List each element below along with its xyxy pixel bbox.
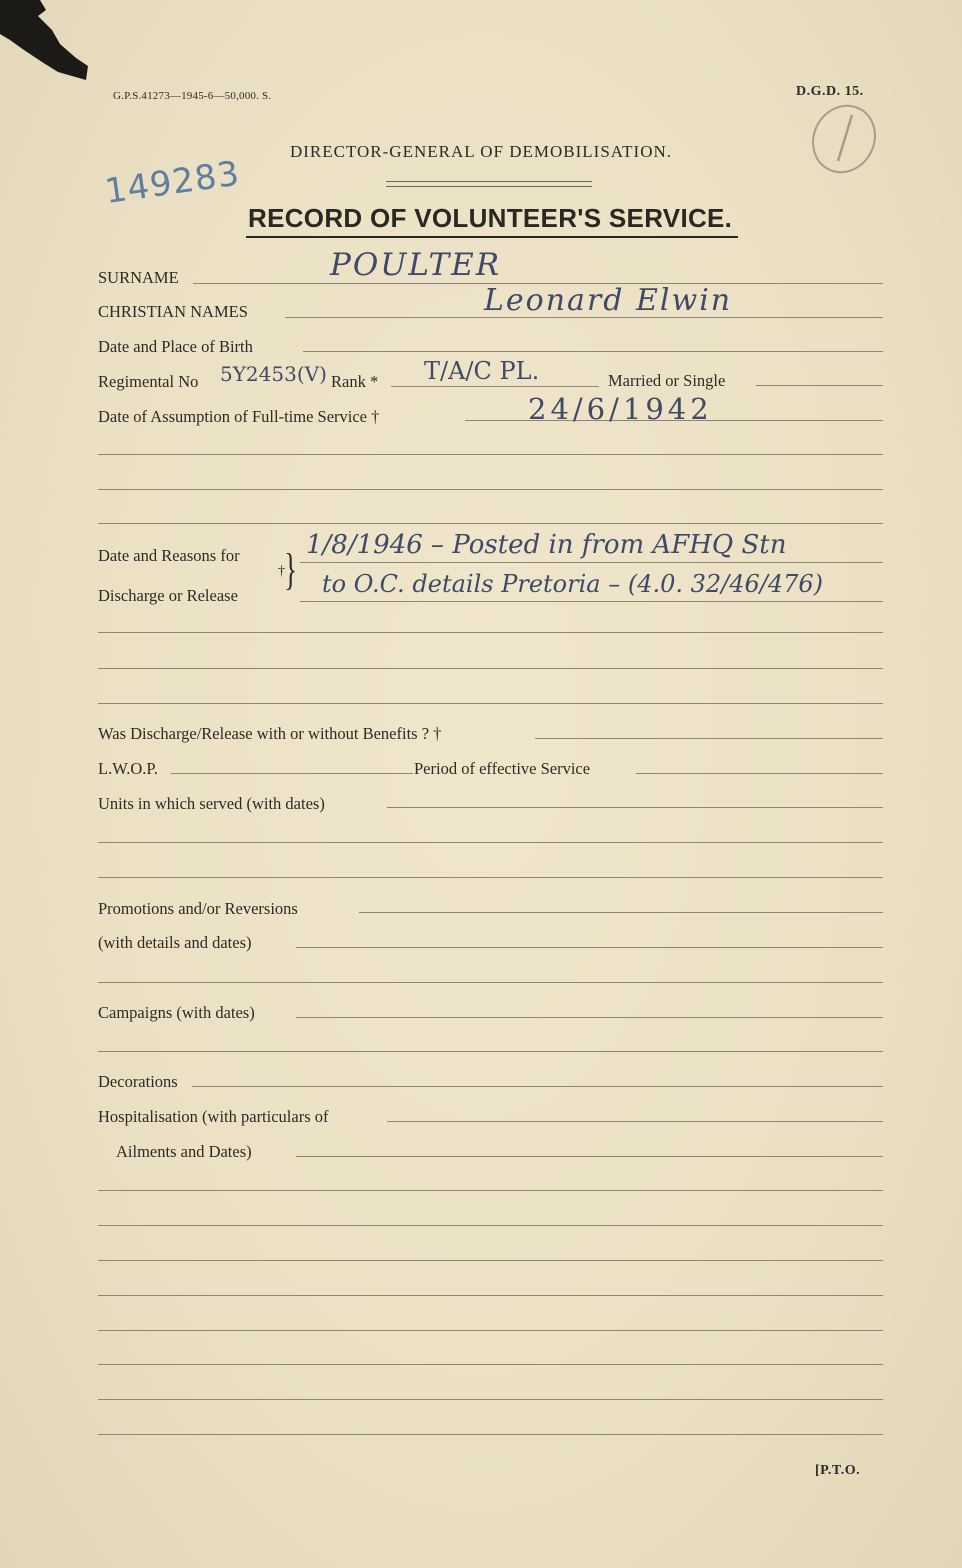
blank-line [98, 523, 883, 524]
surname-entry: POULTER [330, 247, 502, 283]
blank-line [98, 632, 883, 633]
hospitalisation-label: Hospitalisation (with particulars of [98, 1107, 329, 1126]
title-underline [246, 236, 738, 238]
effective-service-line [636, 773, 883, 774]
discharge-entry-2: to O.C. details Pretoria – (4.0. 32/46/476) [322, 570, 824, 598]
blank-line [98, 842, 883, 843]
blank-line [98, 454, 883, 455]
birth-line [303, 351, 883, 352]
blank-line [98, 1190, 883, 1191]
ailments-line [296, 1156, 883, 1157]
promotions-details-line [296, 947, 883, 948]
promotions-label: Promotions and/or Reversions [98, 899, 298, 918]
blank-line [98, 1330, 883, 1331]
circled-annotation-icon [808, 97, 882, 177]
assumption-entry: 24/6/1942 [528, 392, 713, 426]
dagger-mark: † [278, 564, 285, 579]
blank-line [98, 1295, 883, 1296]
married-single-label: Married or Single [608, 371, 726, 390]
discharge-line-2 [300, 601, 883, 602]
units-label: Units in which served (with dates) [98, 794, 325, 813]
effective-service-label: Period of effective Service [414, 759, 591, 778]
double-rule-top [386, 181, 592, 182]
decorations-line [192, 1086, 883, 1087]
print-code: G.P.S.41273—1945-6—50,000. S. [113, 90, 272, 102]
department-heading: DIRECTOR-GENERAL OF DEMOBILISATION. [289, 142, 673, 161]
blank-line [98, 877, 883, 878]
discharge-line-1 [300, 562, 883, 563]
form-title: RECORD OF VOLUNTEER'S SERVICE. [248, 203, 733, 233]
form-code: D.G.D. 15. [796, 84, 864, 99]
discharge-label-line2: Discharge or Release [98, 586, 238, 605]
regimental-no-entry: 5Y2453(V) [220, 362, 327, 386]
campaigns-line [296, 1017, 883, 1018]
blank-line [98, 1434, 883, 1435]
decorations-label: Decorations [98, 1072, 178, 1091]
surname-label: SURNAME [98, 268, 179, 287]
blank-line [98, 982, 883, 983]
blank-line [98, 489, 883, 490]
record-number: 149283 [102, 153, 243, 212]
ailments-label: Ailments and Dates) [116, 1142, 252, 1161]
discharge-label-line1: Date and Reasons for [98, 546, 240, 565]
birth-label: Date and Place of Birth [98, 337, 253, 356]
christian-names-entry: Leonard Elwin [484, 283, 733, 318]
units-line [387, 807, 883, 808]
rank-label: Rank * [331, 372, 379, 391]
rank-entry: T/A/C PL. [424, 357, 540, 385]
double-rule-bottom [386, 186, 592, 187]
brace-icon: } [284, 545, 297, 594]
benefits-label: Was Discharge/Release with or without Benefits ? † [98, 724, 442, 743]
lwop-label: L.W.O.P. [98, 759, 158, 778]
married-single-line [756, 385, 883, 386]
christian-names-label: CHRISTIAN NAMES [98, 302, 248, 321]
benefits-line [535, 738, 883, 739]
assumption-label: Date of Assumption of Full-time Service † [98, 407, 380, 426]
blank-line [98, 1051, 883, 1052]
promotions-line [359, 912, 883, 913]
discharge-entry-1: 1/8/1946 – Posted in from AFHQ Stn [306, 530, 787, 560]
torn-corner-icon [0, 0, 100, 100]
blank-line [98, 668, 883, 669]
blank-line [98, 703, 883, 704]
lwop-line [171, 773, 413, 774]
blank-line [98, 1260, 883, 1261]
rank-line [391, 386, 599, 387]
blank-line [98, 1364, 883, 1365]
pto-note: [P.T.O. [815, 1463, 861, 1478]
blank-line [98, 1225, 883, 1226]
blank-line [98, 1399, 883, 1400]
regimental-no-label: Regimental No [98, 372, 199, 391]
hospitalisation-line [387, 1121, 883, 1122]
promotions-details-label: (with details and dates) [98, 933, 252, 952]
campaigns-label: Campaigns (with dates) [98, 1003, 255, 1022]
